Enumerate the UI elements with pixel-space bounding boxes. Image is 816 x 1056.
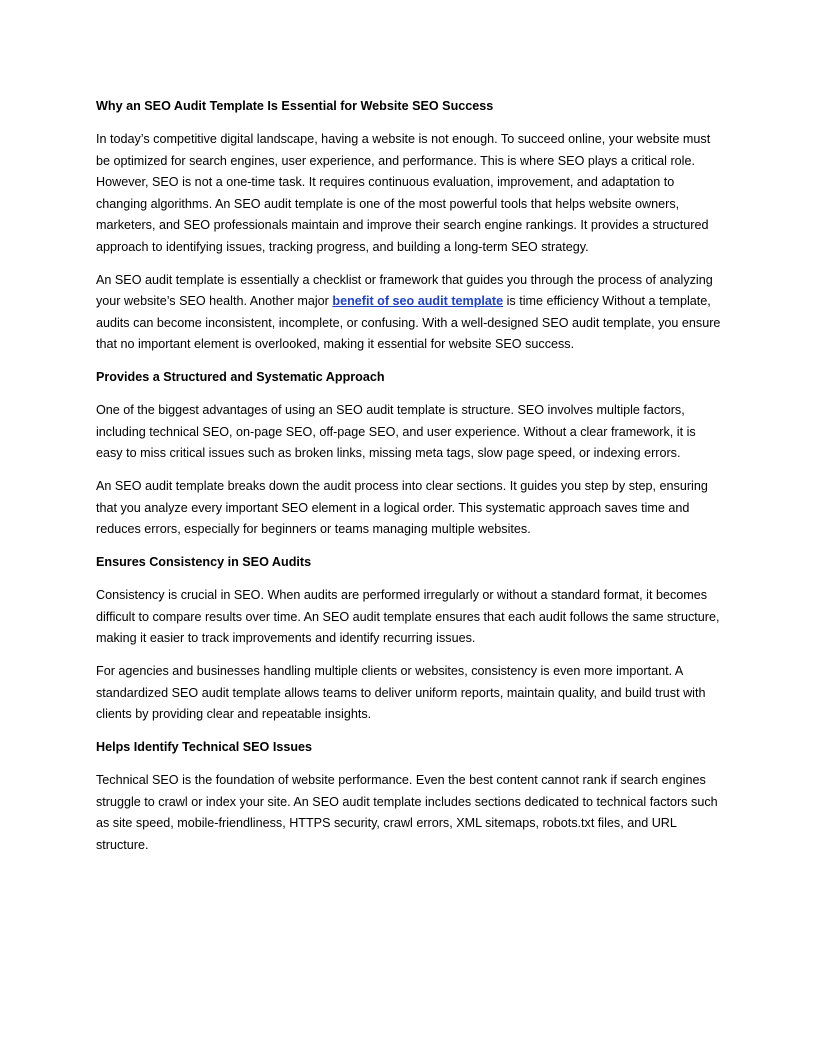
section-2-paragraph-2: For agencies and businesses handling multiple clients or websites, consistency is even more important. A standardized SEO audit template allows teams to deliver uniform reports, maintain quality, and build trust with clients by providing clear and repeatable insights. [96, 664, 706, 721]
intro-2-text-before: An SEO audit template is essentially a checklist or framework that guides you through the process of analyzing your website’s SEO health. Another major [96, 272, 713, 308]
section-2-paragraph-1: Consistency is crucial in SEO. When audits are performed irregularly or without a standard format, it becomes difficult to compare results over time. An SEO audit template ensures that each audit follows the same structure, making it easier to track improvements and identify recurring issues. [96, 588, 720, 645]
intro-paragraph-2 [96, 270, 724, 356]
section-1-heading: Provides a Structured and Systematic Approach [96, 370, 385, 384]
section-1-paragraph-2: An SEO audit template breaks down the audit process into clear sections. It guides you step by step, ensuring that you analyze every important SEO element in a logical order. This systematic approach saves time and reduces errors, especially for beginners or teams managing multiple websites. [96, 479, 708, 536]
intro-2-text-after: is time efficiency Without a template, audits can become inconsistent, incomplete, or confusing. With a well-designed SEO audit template, you ensure that no important element is overlooked, making it essential for website SEO success. [96, 294, 721, 351]
intro-paragraph-1: In today’s competitive digital landscape, having a website is not enough. To succeed online, your website must be optimized for search engines, user experience, and performance. This is where SEO plays a critical role. However, SEO is not a one-time task. It requires continuous evaluation, improvement, and adaptation to changing algorithms. An SEO audit template is one of the most powerful tools that helps website owners, marketers, and SEO professionals maintain and improve their search engine rankings. It provides a structured approach to identifying issues, tracking progress, and building a long-term SEO strategy. [96, 132, 711, 254]
benefit-seo-audit-template-link[interactable]: benefit of seo audit template [332, 294, 504, 308]
document-page [96, 96, 724, 868]
section-3-heading: Helps Identify Technical SEO Issues [96, 740, 313, 754]
section-1-paragraph-1: One of the biggest advantages of using an SEO audit template is structure. SEO involves multiple factors, including technical SEO, on-page SEO, off-page SEO, and user experience. Without a clear framework, it is easy to miss critical issues such as broken links, missing meta tags, slow page speed, or indexing errors. [96, 403, 696, 460]
section-2-heading: Ensures Consistency in SEO Audits [96, 555, 312, 569]
section-3-paragraph-1: Technical SEO is the foundation of website performance. Even the best content cannot rank if search engines struggle to crawl or index your site. An SEO audit template includes sections dedicated to technical factors such as site speed, mobile-friendliness, HTTPS security, crawl errors, XML sitemaps, robots.txt files, and URL structure. [96, 773, 718, 852]
document-title: Why an SEO Audit Template Is Essential for Website SEO Success [96, 99, 494, 113]
